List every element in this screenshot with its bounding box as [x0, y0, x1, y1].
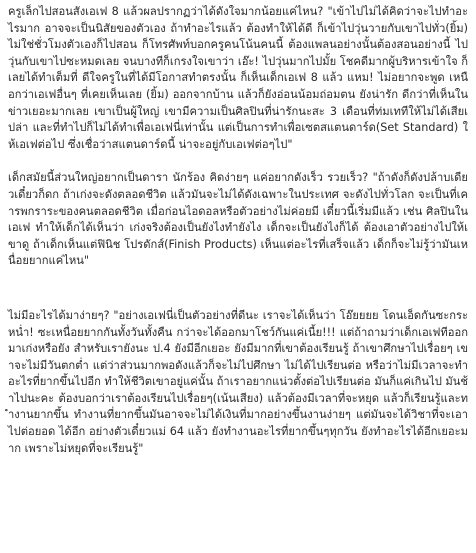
paragraph-spacer	[8, 153, 468, 170]
paragraph-3: ไม่มีอะไรได้มาง่ายๆ? "อย่างเอเฟนี่เป็นตัวอย่างที่ดีนะ เราจะได้เห็นว่า โอ๊ยยยย โดนเอ็ดกันซะกระหน่ำ! ซะเหนื่อยยากกันทั้งวันทั้งคืน กว่าจะได้ออกมาโชว์กันแค่เนี้ย!!! แต่ถ้าถามว่าเด็กเอเฟทีออกมาเก่งหรือยัง สำหรับเรายังนะ ป.4 ยังมีอีกเยอะ ยังมีมากที่เขาต้องเรียนรู้ ถ้าเขาศึกษาไปเรื่อยๆ เขาจะไม่มีวันตกต่ำ แต่ว่าส่วนมากพอดังแล้วก็จะไม่ไปศึกษา ไม่ได้ไปเรียนต่อ หรือว่าไม่มีเวลาจะทำอะไรที่ยากขึ้นไปอีก ทำให้ชีวิตเขาอยู่แค่นั้น ถ้าเราอยากแน่วตั้งต่อไปเรียนต่อ มันก็แค่เกินไป มันช้าไปนะคะ ต้องบอกว่าเราต้องเรียนไปเรื่อยๆ(เน้นเสียง) แล้วต้องมีเวลาที่จะหยุด แล้วก็เรียนรู้และทำงานยากขึ้น ทำงานที่ยากขึ้นมันอาจจะไม่ได้เงินที่มากอย่างขึ้นงานง่ายๆ แต่มันจะได้วิชาที่จะเอาไปต่อยอด ได้อีก อย่างตัวเดี๋ยวแม่ 64 แล้ว ยังทำงานอะไรที่ยากขึ้นๆทุกวัน ยังทำอะไรได้อีกเยอะมาก เพราะไม่หยุดที่จะเรียนรู้"	[8, 308, 468, 455]
paragraph-spacer	[8, 270, 468, 308]
paragraph-1: ครูเล็กไปสอนสังเอเฟ 8 แล้วผลปรากฏว่าได้ดังใจมากน้อยแค่ไหน? "เข้าไปไม่ได้คิดว่าจะไปทำอะไรมาก อาจจะเป็นนิสัยของตัวเอง ถ้าทำอะไรแล้ว ต้องทำให้ได้ดี ก็เข้าไปวุ่นวายกับเขาไปทั่ว(ยิ้ม) ไม่ใช่ชั่วโมงตัวเองก็ไปสอน ก็โทรศัพท์บอกครูคนโน้นคนนี้ ต้องแพลนอย่างนั้นต้องสอนอย่างนี้ ไปวุ่นกับเขาไปซะหมดเลย จนบางทีก็เกรงใจเขาว่า เอ๊ะ! ไปวุ่นมากไปมั้ย โชคดีมากผู้บริหารเข้าใจ ก็เลยได้ทำเต็มที่ ดีใจครูในที่ได้มีโอกาสทำตรงนั้น ก็เห็นเด็กเอเฟ 8 แล้ว แหม! ไม่อยากจะพูด เหนือกว่าเอเฟอื่นๆ ที่เคยเห็นเลย (ยิ้ม) ออกจากบ้าน แล้วก็ยังอ่อนน้อมถ่อมตน ยังน่ารัก ดีกว่าที่เห็นในข่าวเยอะมากเลย เขาเป็นผู้ใหญ่ เขามีความเป็นศิลปินที่น่ารักนะสะ 3 เดือนที่ท่มเททีให้ไม่ได้เสียเปล่า และที่ทำไปก็ไม่ได้ทำเพื่อเอเฟนี่เท่านั้น แต่เป็นการทำเพื่อเซตสแตนดาร์ด(Set Standard) ให้เอเฟต่อไป ซึ่งเชื่อว่าสแตนดาร์ดนี้ น่าจะอยู่กับเอเฟต่อๆไป"	[8, 5, 468, 151]
paragraph-2: เด็กสมัยนี้ส่วนใหญ่อยากเป็นดารา นักร้อง คิดง่ายๆ แค่อยากดังเร็ว รวยเร็ว? "ถ้าดังก็ดังปล้าบเดียวเดี๋ยวก็ดก ถ้าเก่งจะดังตลอดชีวิต แล้วมันจะไม่ได้ดังเฉพาะในประเทศ จะดังไปทั่วโลก จะเป็นที่เคารพกราระของคนตลอดชีวิต เมื่อก่อนไอดอลหรือตัวอย่างไม่ค่อยมี เดี๋ยวนี้เริ่มมีแล้ว เช่น ศิลปินในเอเฟ ทำให้เด็กได้เห็นว่า เก่งจริงต้องเป็นยังไงทำยังไง เด็กจะเป็นยังไงก็ได้ ต้องเอาตัวอย่างไปให้เขาดู ถ้าเด็กเห็นแต่ฟินิช โปรดักส์(Finish Products) เห็นแต่อะไรที่เสร็จแล้ว เด็กก็จะไม่รู้ว่ามันเหนื่อยยากแค่ไหน"	[8, 171, 468, 268]
